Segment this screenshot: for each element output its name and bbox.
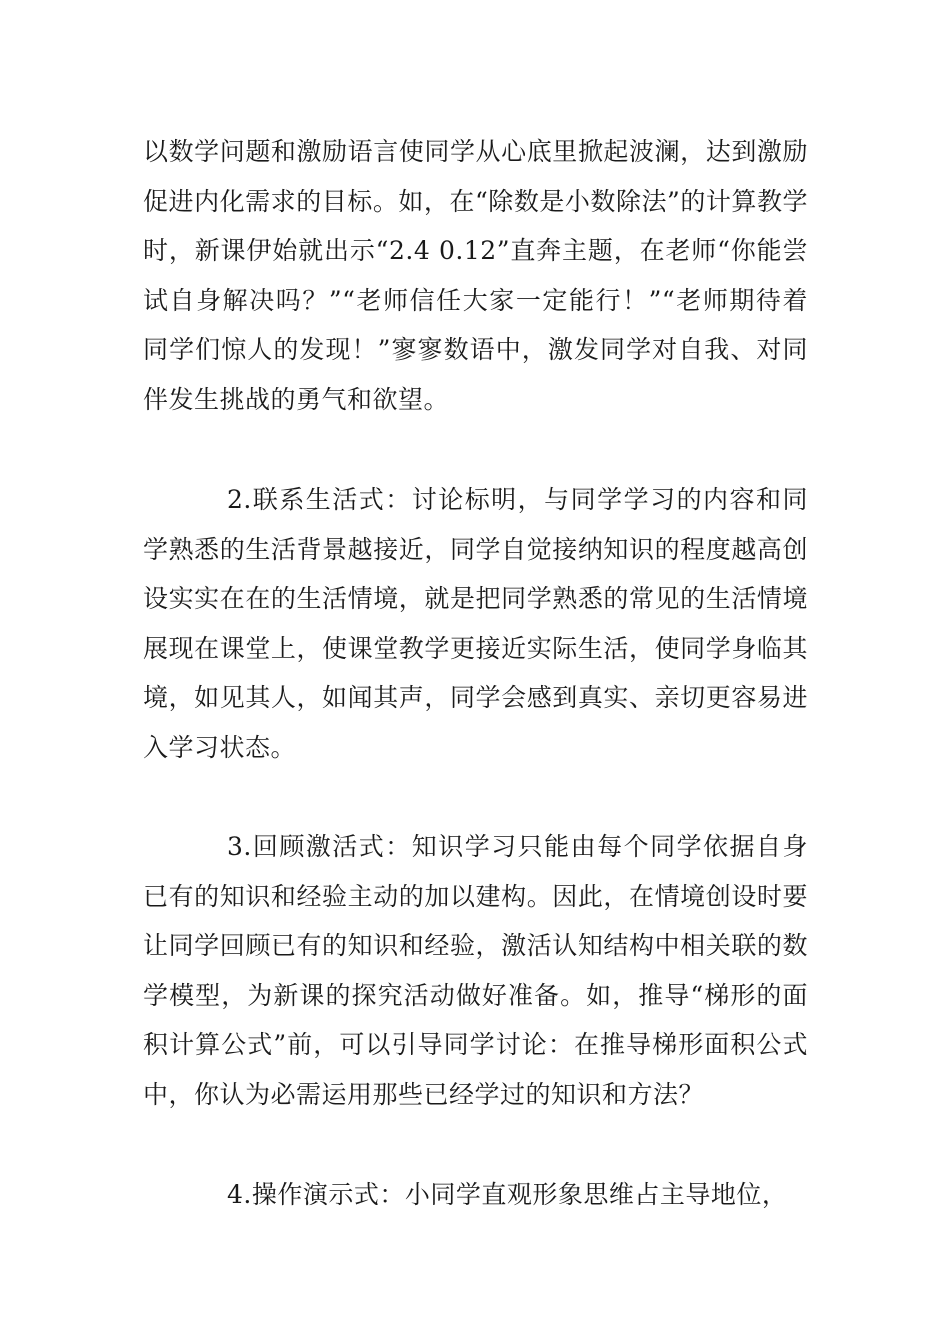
paragraph-review-activation: 3.回顾激活式：知识学习只能由每个同学依据自身已有的知识和经验主动的加以建构。因此，在情境创设时要让同学回顾已有的知识和经验，激活认知结构中相关联的数学模型，为新课的探究活动做好准备。如，推导“梯形的面积计算公式”前，可以引导同学讨论：在推导梯形面积公式中，你认为必需运用那些已经学过的知识和方法？: [143, 832, 808, 1109]
paragraph-operation-demo: 4.操作演示式：小同学直观形象思维占主导地位，: [227, 1180, 788, 1209]
paragraph-continuation: 以数学问题和激励语言使同学从心底里掀起波澜，达到激励促进内化需求的目标。如，在“除数是小数除法”的计算教学时，新课伊始就出示“2.4 0.12”直奔主题，在老师“你能尝试自身解决吗？”“老师信任大家一定能行！”“老师期待着同学们惊人的发现！”寥寥数语中，激发同学对自我、对同伴发生挑战的勇气和欲望。: [143, 137, 808, 414]
paragraph-life-connection: 2.联系生活式：讨论标明，与同学学习的内容和同学熟悉的生活背景越接近，同学自觉接纳知识的程度越高创设实实在在的生活情境，就是把同学熟悉的常见的生活情境展现在课堂上，使课堂教学更接近实际生活，使同学身临其境，如见其人，如闻其声，同学会感到真实、亲切更容易进入学习状态。: [143, 485, 808, 762]
